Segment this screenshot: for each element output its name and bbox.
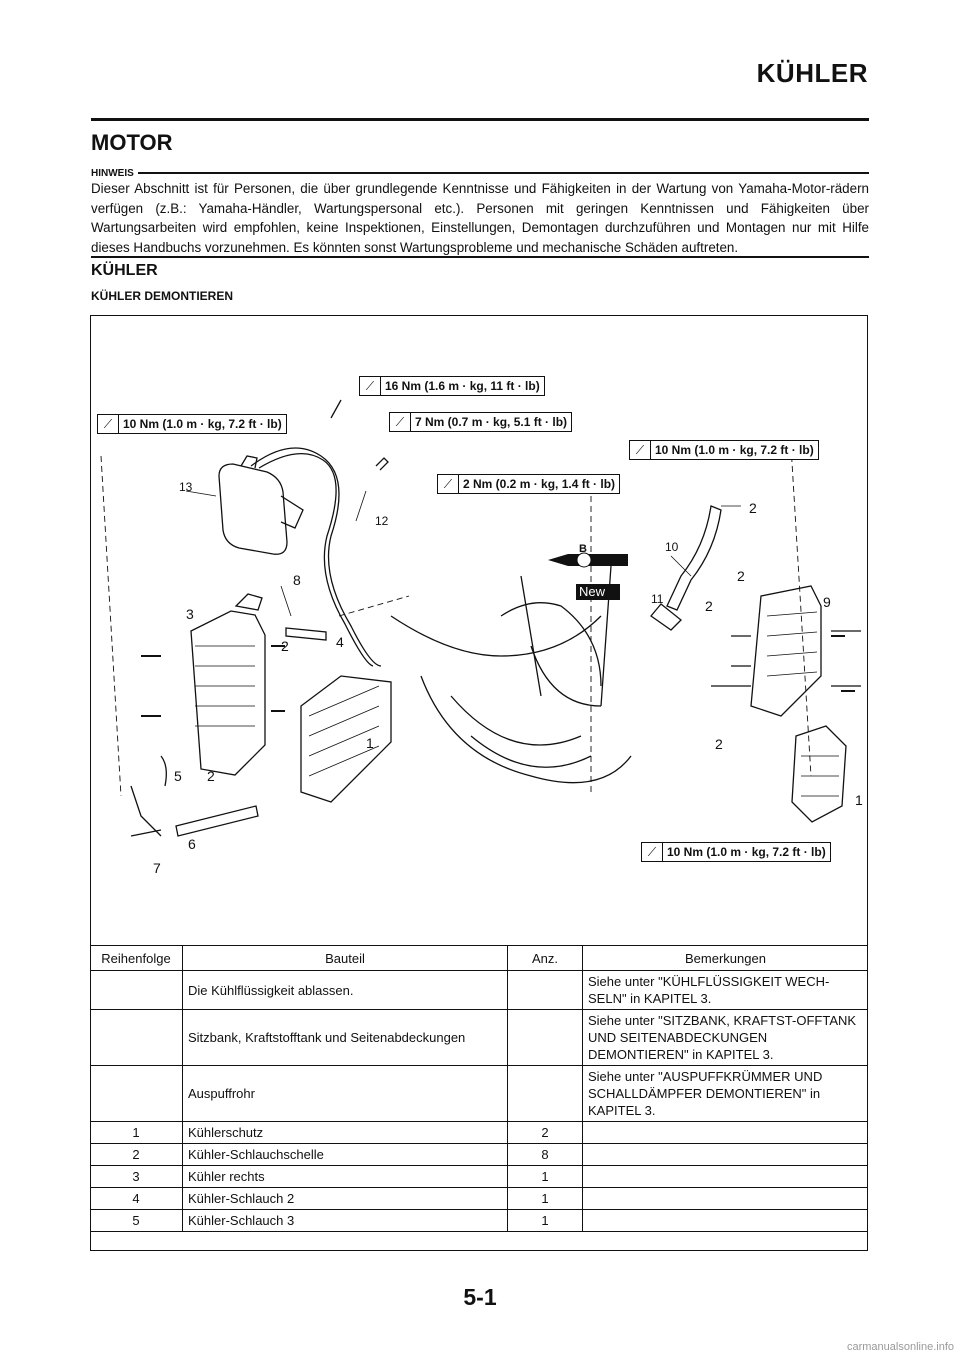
note-label: HINWEIS <box>91 167 134 179</box>
note-end-rule <box>91 256 869 258</box>
callout-1b: 1 <box>855 792 863 808</box>
torque-spec-value: 16 Nm (1.6 m · kg, 11 ft · lb) <box>385 379 540 393</box>
cell-seq <box>90 971 183 1010</box>
page-header-title: KÜHLER <box>756 58 868 88</box>
callout-13: 13 <box>179 480 193 494</box>
parts-table <box>90 945 868 1232</box>
header-rule <box>91 118 869 121</box>
callout-2f: 2 <box>715 736 723 752</box>
left-radiator-guard <box>301 676 391 802</box>
cell-remarks <box>583 1166 869 1188</box>
torque-spec-value: 10 Nm (1.0 m · kg, 7.2 ft · lb) <box>655 443 814 457</box>
cell-part: Kühler-Schlauch 3 <box>183 1210 508 1232</box>
grease-marker <box>548 553 628 567</box>
note-rule <box>138 172 869 174</box>
cell-qty <box>508 971 583 1010</box>
torque-spec-value: 2 Nm (0.2 m · kg, 1.4 ft · lb) <box>463 477 616 491</box>
callout-8: 8 <box>293 572 301 588</box>
cell-part: Kühler rechts <box>183 1166 508 1188</box>
new-marker-label: New <box>579 584 606 599</box>
callout-6: 6 <box>188 836 196 852</box>
table-row <box>90 1144 868 1166</box>
note-text: Dieser Abschnitt ist für Personen, die über grundlegende Kenntnisse und Fähigkeiten in der Wartung von Yamaha-Motor-rädern verfügen (z.B.: Yamaha-Händler, Wartungspersonal etc.). Personen mit geringen Kenntnissen und Fähigkeiten über Wartungsarbeiten wird empfohlen, keine Inspektionen, Einstellungen, Demontagen durchzuführen und Montagen nur mit Hilfe dieses Handbuchs vorzunehmen. Es könnten sonst Wartungsprobleme und mechanische Schäden auftreten. <box>91 181 869 255</box>
table-row <box>90 1210 868 1232</box>
callout-2b: 2 <box>207 768 215 784</box>
cell-part: Kühlerschutz <box>183 1122 508 1144</box>
torque-wrench-icon: ⟋ <box>630 441 651 459</box>
header-remarks: Bemerkungen <box>583 946 869 971</box>
cell-seq: 3 <box>90 1166 183 1188</box>
torque-wrench-icon: ⟋ <box>642 843 663 861</box>
table-row <box>90 971 868 1010</box>
cell-seq <box>90 1066 183 1122</box>
page-number: 5-1 <box>463 1284 497 1310</box>
cell-remarks: Siehe unter "SITZBANK, KRAFTST-OFFTANK UND SEITENABDECKUNGEN DEMONTIEREN" in KAPITEL 3. <box>583 1010 869 1066</box>
procedure-title: KÜHLER DEMONTIEREN <box>91 289 234 303</box>
cell-qty: 1 <box>508 1188 583 1210</box>
table-row <box>90 1066 868 1122</box>
cell-seq: 1 <box>90 1122 183 1144</box>
callout-3: 3 <box>186 606 194 622</box>
header-part: Bauteil <box>183 946 508 971</box>
torque-spec-6 <box>641 842 831 862</box>
cell-seq <box>90 1010 183 1066</box>
callout-12: 12 <box>375 514 389 528</box>
table-header-row <box>90 946 868 971</box>
torque-spec-5 <box>437 474 620 494</box>
cell-part: Sitzbank, Kraftstofftank und Seitenabdeckungen <box>183 1010 508 1066</box>
cell-qty <box>508 1066 583 1122</box>
cell-remarks <box>583 1188 869 1210</box>
table-row <box>90 1188 868 1210</box>
watermark: carmanualsonline.info <box>846 1341 954 1353</box>
left-radiator <box>191 611 265 775</box>
table-row <box>90 1010 868 1066</box>
callout-4: 4 <box>336 634 344 650</box>
subsection-title: KÜHLER <box>91 262 158 279</box>
grease-marker-label: B <box>579 543 587 555</box>
torque-spec-2 <box>97 414 287 434</box>
torque-spec-4 <box>629 440 819 460</box>
cell-qty: 1 <box>508 1210 583 1232</box>
cell-remarks: Siehe unter "AUSPUFFKRÜMMER UND SCHALLDÄMPFER DEMONTIEREN" in KAPITEL 3. <box>583 1066 869 1122</box>
torque-spec-value: 10 Nm (1.0 m · kg, 7.2 ft · lb) <box>123 417 282 431</box>
callout-9: 9 <box>823 594 831 610</box>
cell-remarks: Siehe unter "KÜHLFLÜSSIGKEIT WECH-SELN" in KAPITEL 3. <box>583 971 869 1010</box>
cell-seq: 5 <box>90 1210 183 1232</box>
torque-wrench-icon: ⟋ <box>390 413 411 431</box>
callout-11: 11 <box>651 592 664 606</box>
radiator-hose-2 <box>286 628 326 640</box>
cell-remarks <box>583 1144 869 1166</box>
cell-part: Kühler-Schlauchschelle <box>183 1144 508 1166</box>
callout-2e: 2 <box>705 598 713 614</box>
right-radiator-guard <box>792 726 846 822</box>
section-title: MOTOR <box>91 130 173 155</box>
note-header <box>91 167 869 179</box>
table-row <box>90 1122 868 1144</box>
torque-spec-value: 10 Nm (1.0 m · kg, 7.2 ft · lb) <box>667 845 826 859</box>
torque-wrench-icon: ⟋ <box>360 377 381 395</box>
cell-part: Auspuffrohr <box>183 1066 508 1122</box>
cell-remarks <box>583 1122 869 1144</box>
torque-spec-value: 7 Nm (0.7 m · kg, 5.1 ft · lb) <box>415 415 568 429</box>
header-qty: Anz. <box>508 946 583 971</box>
breather-hose <box>251 448 381 666</box>
right-radiator <box>751 586 821 716</box>
callout-10: 10 <box>665 540 679 554</box>
reservoir-tank <box>219 464 287 554</box>
cell-seq: 2 <box>90 1144 183 1166</box>
torque-wrench-icon: ⟋ <box>438 475 459 493</box>
callout-2a: 2 <box>281 638 289 654</box>
callout-1a: 1 <box>366 735 374 751</box>
cell-qty <box>508 1010 583 1066</box>
callout-5: 5 <box>174 768 182 784</box>
torque-spec-3 <box>389 412 572 432</box>
radiator-hose-lower <box>176 806 258 836</box>
callout-7: 7 <box>153 860 161 876</box>
cell-part: Kühler-Schlauch 2 <box>183 1188 508 1210</box>
header-sequence: Reihenfolge <box>90 946 183 971</box>
cell-qty: 8 <box>508 1144 583 1166</box>
cell-remarks <box>583 1210 869 1232</box>
frame-outline <box>391 603 631 783</box>
torque-spec-1 <box>359 376 545 396</box>
table-row <box>90 1166 868 1188</box>
callout-2c: 2 <box>749 500 757 516</box>
cell-part: Die Kühlflüssigkeit ablassen. <box>183 971 508 1010</box>
cell-qty: 2 <box>508 1122 583 1144</box>
torque-wrench-icon: ⟋ <box>98 415 119 433</box>
cell-seq: 4 <box>90 1188 183 1210</box>
cell-qty: 1 <box>508 1166 583 1188</box>
radiator-hose-upper <box>667 506 721 610</box>
callout-2d: 2 <box>737 568 745 584</box>
